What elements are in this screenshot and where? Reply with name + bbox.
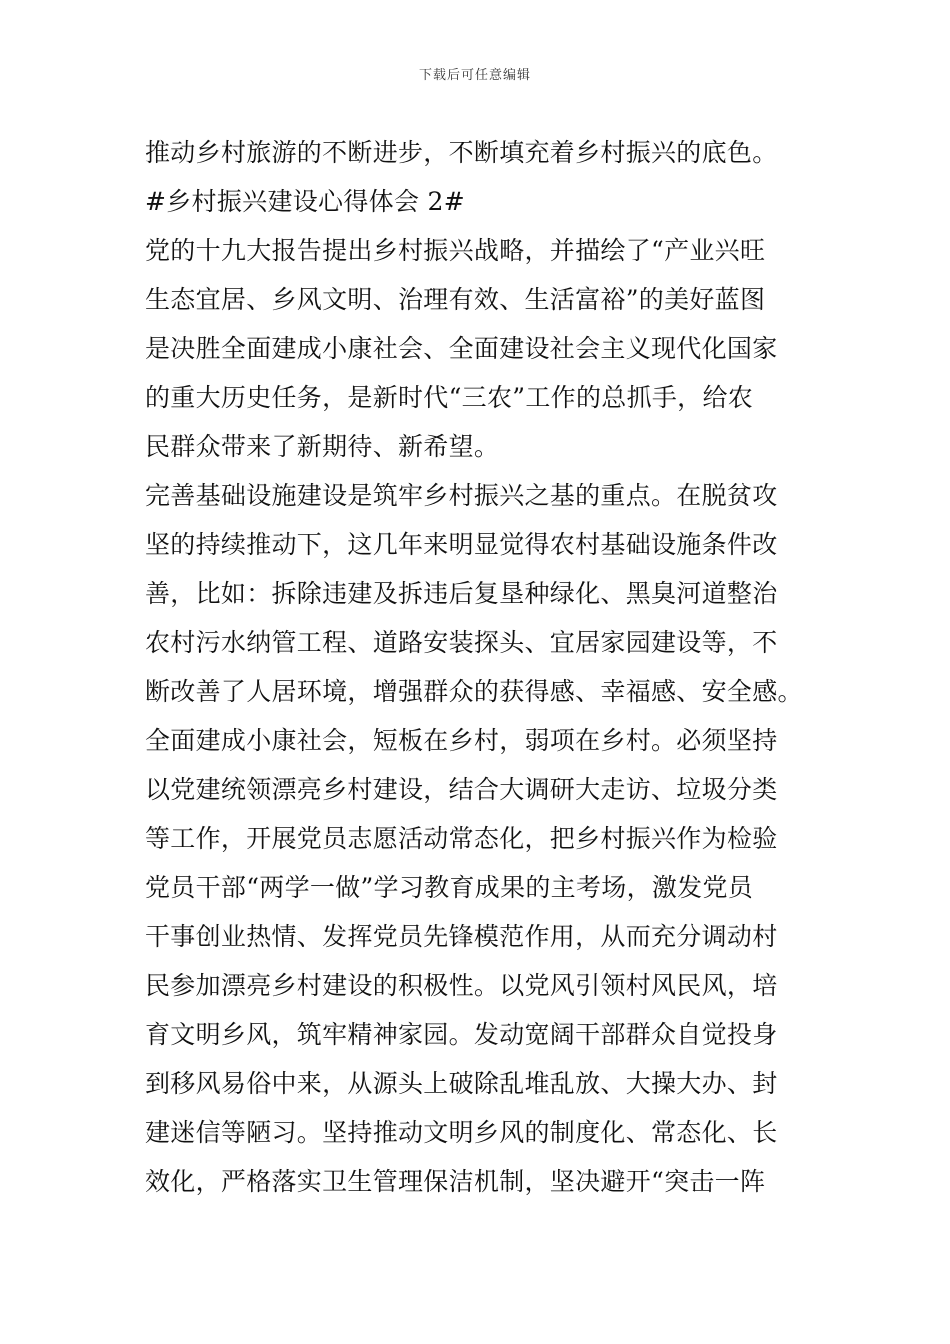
- page-header: 下载后可任意编辑: [418, 68, 531, 83]
- text-line: 是决胜全面建成小康社会、全面建设社会主义现代化国家: [145, 334, 778, 363]
- text-line: 全面建成小康社会，短板在乡村，弱项在乡村。必须坚持: [145, 726, 778, 755]
- section-heading: #乡村振兴建设心得体会 2#: [145, 187, 465, 216]
- text-line: 善，比如：拆除违建及拆违后复垦种绿化、黑臭河道整治: [145, 579, 778, 608]
- text-line: 推动乡村旅游的不断进步，不断填充着乡村振兴的底色。: [145, 138, 778, 167]
- text-line: 完善基础设施建设是筑牢乡村振兴之基的重点。在脱贫攻: [145, 481, 778, 510]
- text-line: 建迷信等陋习。坚持推动文明乡风的制度化、常态化、长: [145, 1118, 778, 1147]
- text-line: 党的十九大报告提出乡村振兴战略，并描绘了“产业兴旺: [145, 236, 766, 265]
- text-line: 民群众带来了新期待、新希望。: [145, 432, 500, 461]
- text-line: 民参加漂亮乡村建设的积极性。以党风引领村风民风，培: [145, 971, 778, 1000]
- text-line: 断改善了人居环境，增强群众的获得感、幸福感、安全感。: [145, 677, 803, 706]
- text-line: 生态宜居、乡风文明、治理有效、生活富裕”的美好蓝图: [145, 285, 766, 314]
- text-line: 到移风易俗中来，从源头上破除乱堆乱放、大操大办、封: [145, 1069, 778, 1098]
- text-line: 干事创业热情、发挥党员先锋模范作用，从而充分调动村: [145, 922, 778, 951]
- text-line: 育文明乡风，筑牢精神家园。发动宽阔干部群众自觉投身: [145, 1020, 778, 1049]
- text-line: 以党建统领漂亮乡村建设，结合大调研大走访、垃圾分类: [145, 775, 778, 804]
- text-line: 坚的持续推动下，这几年来明显觉得农村基础设施条件改: [145, 530, 778, 559]
- document-body: [145, 128, 815, 1206]
- text-line: 农村污水纳管工程、道路安装探头、宜居家园建设等，不: [145, 628, 778, 657]
- text-line: 的重大历史任务，是新时代“三农”工作的总抓手，给农: [145, 383, 754, 412]
- text-line: 党员干部“两学一做”学习教育成果的主考场，激发党员: [145, 873, 754, 902]
- text-line: 效化，严格落实卫生管理保洁机制，坚决避开“突击一阵: [145, 1167, 766, 1196]
- text-line: 等工作，开展党员志愿活动常态化，把乡村振兴作为检验: [145, 824, 778, 853]
